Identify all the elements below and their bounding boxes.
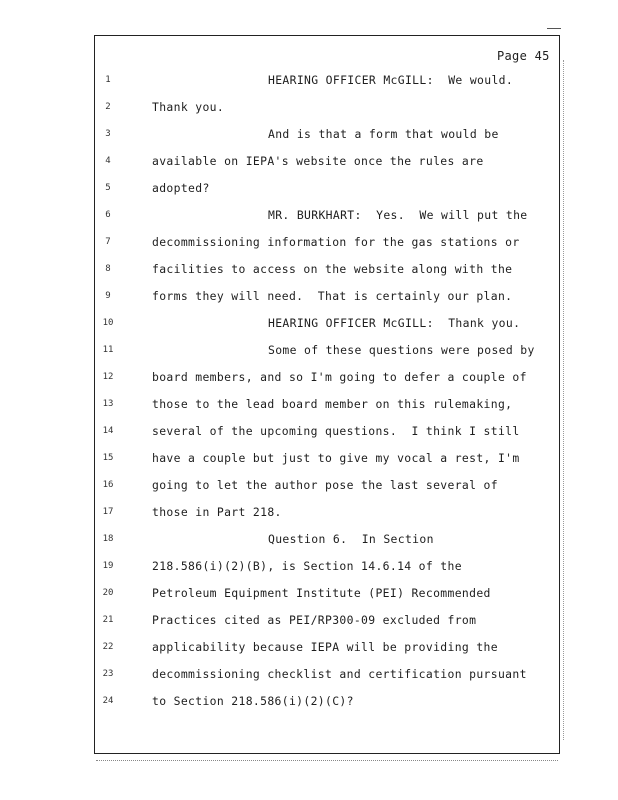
line-number: 3 (105, 129, 111, 139)
transcript-line: available on IEPA's website once the rules are (152, 154, 484, 168)
line-number: 4 (105, 156, 111, 166)
transcript-line: HEARING OFFICER McGILL: We would. (268, 73, 514, 87)
transcript-line: Question 6. In Section (268, 532, 434, 546)
scan-edge-mark (547, 28, 561, 29)
transcript-line: Petroleum Equipment Institute (PEI) Recommended (152, 586, 491, 600)
line-number: 5 (105, 183, 111, 193)
line-number: 9 (105, 291, 111, 301)
line-number: 16 (102, 480, 114, 490)
scan-bottom-margin-marks (96, 760, 558, 762)
transcript-line: adopted? (152, 181, 210, 195)
line-number: 7 (105, 237, 111, 247)
transcript-line: HEARING OFFICER McGILL: Thank you. (268, 316, 521, 330)
transcript-line: decommissioning checklist and certification pursuant (152, 667, 527, 681)
line-number: 1 (105, 75, 111, 85)
transcript-line: going to let the author pose the last several of (152, 478, 498, 492)
transcript-line: those to the lead board member on this rulemaking, (152, 397, 513, 411)
line-number: 17 (102, 507, 114, 517)
transcript-line: forms they will need. That is certainly our plan. (152, 289, 513, 303)
scan-right-margin-marks (563, 60, 565, 740)
line-number: 8 (105, 264, 111, 274)
transcript-line: facilities to access on the website along with the (152, 262, 513, 276)
line-number: 6 (105, 210, 111, 220)
transcript-line: to Section 218.586(i)(2)(C)? (152, 694, 354, 708)
transcript-line: And is that a form that would be (268, 127, 499, 141)
line-number: 2 (105, 102, 111, 112)
line-number: 12 (102, 372, 114, 382)
line-number: 18 (102, 534, 114, 544)
transcript-line: Practices cited as PEI/RP300-09 excluded from (152, 613, 477, 627)
transcript-line: board members, and so I'm going to defer a couple of (152, 370, 527, 384)
transcript-line: Some of these questions were posed by (268, 343, 535, 357)
transcript-line: applicability because IEPA will be providing the (152, 640, 498, 654)
line-number: 15 (102, 453, 114, 463)
transcript-line: decommissioning information for the gas stations or (152, 235, 520, 249)
line-number: 22 (102, 642, 114, 652)
line-number: 24 (102, 696, 114, 706)
transcript-line: those in Part 218. (152, 505, 282, 519)
page-number: Page 45 (497, 49, 550, 63)
line-number: 11 (102, 345, 114, 355)
transcript-line: MR. BURKHART: Yes. We will put the (268, 208, 528, 222)
line-number: 20 (102, 588, 114, 598)
transcript-line: Thank you. (152, 100, 225, 114)
line-number: 19 (102, 561, 114, 571)
transcript-line: 218.586(i)(2)(B), is Section 14.6.14 of the (152, 559, 462, 573)
line-number: 10 (102, 318, 114, 328)
line-number: 13 (102, 399, 114, 409)
line-number: 21 (102, 615, 114, 625)
line-number: 14 (102, 426, 114, 436)
transcript-line: have a couple but just to give my vocal a rest, I'm (152, 451, 520, 465)
line-number: 23 (102, 669, 114, 679)
transcript-line: several of the upcoming questions. I think I still (152, 424, 520, 438)
